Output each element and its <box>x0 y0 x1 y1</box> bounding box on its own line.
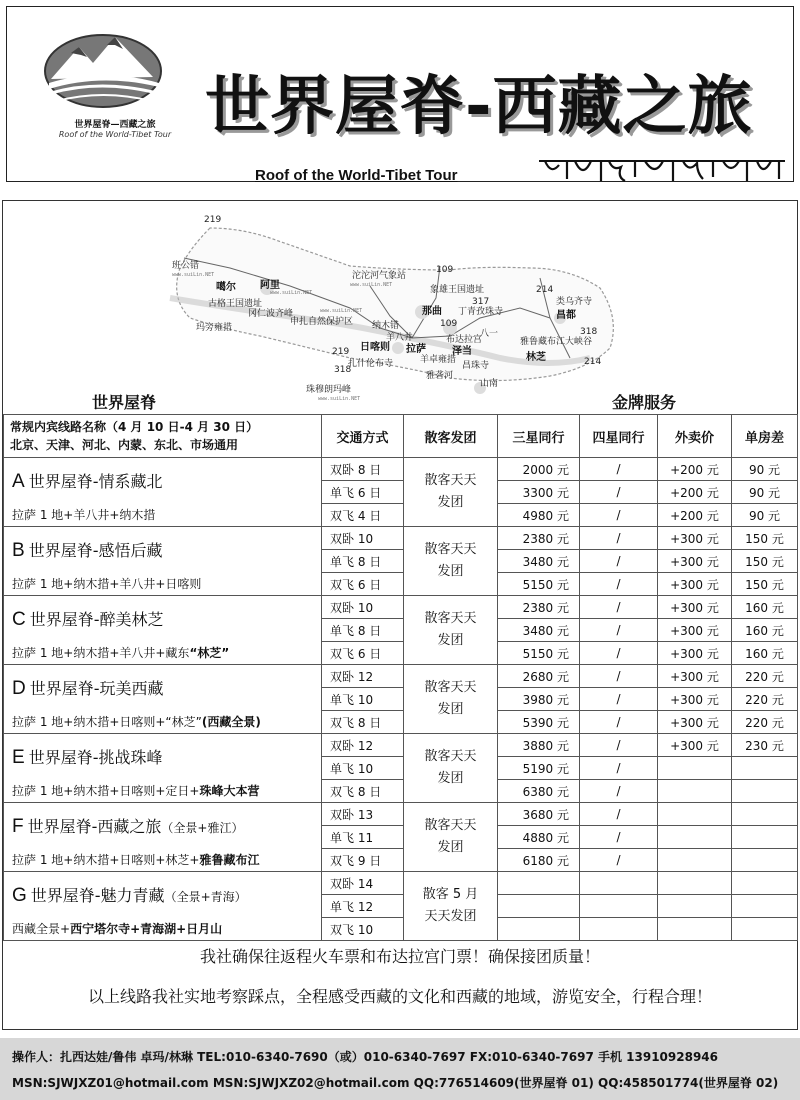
four-star-price: / <box>580 826 658 849</box>
group-depart-text: 散客天天发团 <box>424 542 477 579</box>
map-label-budala: 布达拉宫 <box>446 335 483 345</box>
four-star-price: / <box>580 550 658 573</box>
four-star-price: / <box>580 596 658 619</box>
retail-surcharge <box>658 826 732 849</box>
retail-surcharge <box>658 757 732 780</box>
map-road-109a: 109 <box>436 265 454 275</box>
route-name-cell <box>4 527 322 573</box>
retail-surcharge: +200 元 <box>658 481 732 504</box>
retail-surcharge <box>658 895 732 918</box>
table-row <box>4 527 798 550</box>
route-desc-highlight: (西藏全景) <box>201 715 261 730</box>
retail-surcharge <box>658 849 732 872</box>
single-room-surcharge <box>732 780 798 803</box>
transport-cell: 单飞 12 <box>322 895 404 918</box>
note-guarantee: 我社确保往返程火车票和布达拉宫门票！确保接团质量！ <box>199 947 600 966</box>
route-title: 世界屋脊-西藏之旅 <box>27 816 162 836</box>
retail-surcharge: +300 元 <box>658 596 732 619</box>
transport-cell: 单飞 10 <box>322 688 404 711</box>
three-star-price: 6180 元 <box>498 849 580 872</box>
group-depart-text: 散客天天发团 <box>424 680 477 717</box>
retail-surcharge: +300 元 <box>658 550 732 573</box>
map-label-yamdrok: 羊卓雍措 <box>420 355 457 365</box>
group-depart-cell <box>404 458 498 527</box>
header-three-star: 三星同行 <box>498 415 580 458</box>
transport-cell: 单飞 8 日 <box>322 550 404 573</box>
table-row <box>4 711 798 734</box>
route-desc-highlight: 珠峰大本营 <box>199 784 260 799</box>
four-star-price: / <box>580 665 658 688</box>
table-row <box>4 458 798 481</box>
map-road-109b: 109 <box>440 319 458 329</box>
map-label-dingqing: 丁青孜珠寺 <box>458 307 504 317</box>
route-desc-cell <box>4 711 322 734</box>
route-letter: E <box>12 746 25 768</box>
single-room-surcharge: 160 元 <box>732 596 798 619</box>
route-name-cell <box>4 803 322 849</box>
table-row <box>4 504 798 527</box>
map-label-changdu: 昌都 <box>556 310 576 321</box>
route-price-table <box>3 414 798 941</box>
route-name-cell <box>4 458 322 504</box>
header-single-room: 单房差 <box>732 415 798 458</box>
route-tag: （全景+雅江） <box>161 820 244 835</box>
header-route-cities: 北京、天津、河北、内蒙、东北、市场通用 <box>10 438 239 452</box>
map-label-yabu: 雅砻河 <box>426 371 454 381</box>
map-label-ali: 阿里 <box>260 280 280 291</box>
three-star-price: 2380 元 <box>498 596 580 619</box>
table-row <box>4 780 798 803</box>
single-room-surcharge: 220 元 <box>732 665 798 688</box>
note-itinerary: 以上线路我社实地考察踩点，全程感受西藏的文化和西藏的地域，游览安全，行程合理！ <box>87 987 712 1006</box>
route-desc-cell <box>4 504 322 527</box>
three-star-price: 3300 元 <box>498 481 580 504</box>
transport-cell: 双卧 14 <box>322 872 404 895</box>
transport-cell: 双卧 10 <box>322 527 404 550</box>
retail-surcharge <box>658 780 732 803</box>
route-title: 世界屋脊-魅力青藏 <box>30 885 165 905</box>
transport-cell: 双飞 4 日 <box>322 504 404 527</box>
map-left-caption: 世界屋脊 <box>92 393 157 412</box>
four-star-price: / <box>580 458 658 481</box>
four-star-price: / <box>580 573 658 596</box>
transport-cell: 双卧 12 <box>322 665 404 688</box>
single-room-surcharge <box>732 757 798 780</box>
table-header-row <box>4 415 798 458</box>
route-name-cell <box>4 872 322 918</box>
single-room-surcharge <box>732 803 798 826</box>
three-star-price <box>498 872 580 895</box>
group-depart-text: 散客 5 月天天发团 <box>422 887 479 924</box>
retail-surcharge: +300 元 <box>658 619 732 642</box>
route-desc: 拉萨 1 地+纳木措+羊八井+藏东 <box>12 646 190 661</box>
three-star-price: 4980 元 <box>498 504 580 527</box>
map-watermark: www.suiLin.NET <box>318 396 361 402</box>
transport-cell: 双飞 9 日 <box>322 849 404 872</box>
transport-cell: 双卧 8 日 <box>322 458 404 481</box>
group-depart-text: 散客天天发团 <box>424 818 477 855</box>
three-star-price: 5390 元 <box>498 711 580 734</box>
four-star-price: / <box>580 711 658 734</box>
route-letter: G <box>12 884 27 906</box>
retail-surcharge: +300 元 <box>658 711 732 734</box>
retail-surcharge: +300 元 <box>658 665 732 688</box>
map-right-caption: 金牌服务 <box>612 393 677 412</box>
table-row <box>4 872 798 895</box>
header-retail: 外卖价 <box>658 415 732 458</box>
map-road-219b: 219 <box>332 347 350 357</box>
four-star-price: / <box>580 619 658 642</box>
map-watermark: www.suiLin.NET <box>350 282 393 288</box>
retail-surcharge: +300 元 <box>658 734 732 757</box>
single-room-surcharge: 230 元 <box>732 734 798 757</box>
tibetan-script-icon <box>535 155 795 185</box>
map-watermark: www.suiLin.NET <box>270 290 313 296</box>
single-room-surcharge: 90 元 <box>732 481 798 504</box>
route-desc-cell <box>4 780 322 803</box>
transport-cell: 双飞 6 日 <box>322 642 404 665</box>
route-desc-highlight: “林芝” <box>189 646 230 661</box>
route-desc: 西藏全景+ <box>12 922 71 937</box>
retail-surcharge <box>658 872 732 895</box>
four-star-price: / <box>580 642 658 665</box>
single-room-surcharge: 220 元 <box>732 688 798 711</box>
transport-cell: 单飞 10 <box>322 757 404 780</box>
map-label-mapang: 玛旁雍措 <box>196 323 233 333</box>
route-title: 世界屋脊-感悟后藏 <box>28 540 163 560</box>
group-depart-cell <box>404 527 498 596</box>
three-star-price <box>498 895 580 918</box>
map-label-linzhi: 林芝 <box>526 352 546 363</box>
retail-surcharge: +300 元 <box>658 642 732 665</box>
map-label-changzhu: 昌珠寺 <box>462 361 490 371</box>
three-star-price: 5150 元 <box>498 573 580 596</box>
page-title: 世界屋脊-西藏之旅 <box>205 70 753 144</box>
single-room-surcharge: 150 元 <box>732 527 798 550</box>
route-tag: （全景+青海） <box>164 889 247 904</box>
group-depart-text: 散客天天发团 <box>424 473 477 510</box>
route-letter: F <box>12 815 24 837</box>
logo-caption-cn: 世界屋脊—西藏之旅 <box>74 120 156 130</box>
route-desc: 拉萨 1 地+纳木措+羊八井+日喀则 <box>12 577 202 592</box>
map-label-shannan: 山南 <box>480 379 499 389</box>
route-desc-cell <box>4 849 322 872</box>
route-desc-highlight: 西宁塔尔寺+青海湖+日月山 <box>70 922 223 937</box>
map-label-guge: 古格王国遗址 <box>208 299 263 309</box>
four-star-price: / <box>580 757 658 780</box>
map-label-zedang: 泽当 <box>452 346 472 357</box>
map-label-leiwuqi: 类乌齐寺 <box>556 297 593 307</box>
single-room-surcharge: 160 元 <box>732 619 798 642</box>
route-letter: A <box>12 470 25 492</box>
single-room-surcharge <box>732 849 798 872</box>
map-label-qomolangma: 珠穆朗玛峰 <box>306 385 352 395</box>
group-depart-text: 散客天天发团 <box>424 749 477 786</box>
map-label-gangren: 冈仁波齐峰 <box>248 309 294 319</box>
transport-cell: 单飞 8 日 <box>322 619 404 642</box>
table-row <box>4 849 798 872</box>
map-label-namucuo: 纳木错 <box>372 321 400 331</box>
three-star-price: 2000 元 <box>498 458 580 481</box>
four-star-price: / <box>580 849 658 872</box>
header-banner <box>6 6 794 182</box>
group-depart-cell <box>404 734 498 803</box>
three-star-price: 3680 元 <box>498 803 580 826</box>
map-watermark: www.suiLin.NET <box>172 272 215 278</box>
header-route-name <box>4 415 322 458</box>
header-group: 散客发团 <box>404 415 498 458</box>
header-route-title: 常规内宾线路名称（4 月 10 日-4 月 30 日） <box>10 420 259 434</box>
map-road-318b: 318 <box>334 365 352 375</box>
contact-msn-line: MSN:SJWJXZ01@hotmail.com MSN:SJWJXZ02@hotmail.com QQ:776514609(世界屋脊 01) QQ:458501774(世界屋脊 02) <box>12 1076 779 1090</box>
table-row <box>4 803 798 826</box>
three-star-price: 3480 元 <box>498 550 580 573</box>
retail-surcharge: +300 元 <box>658 527 732 550</box>
contact-phone-line: 操作人：扎西达娃/鲁伟 卓玛/林琳 TEL:010-6340-7690（或）010-6340-7697 FX:010-6340-7697 手机 13910928946 <box>12 1050 718 1064</box>
map-label-banggong: 班公错 <box>172 261 200 271</box>
transport-cell: 双飞 8 日 <box>322 780 404 803</box>
header-four-star: 四星同行 <box>580 415 658 458</box>
map-road-318a: 318 <box>580 327 598 337</box>
three-star-price: 3980 元 <box>498 688 580 711</box>
route-title: 世界屋脊-醉美林芝 <box>29 609 164 629</box>
map-label-yangbajing: 羊八井 <box>386 333 414 343</box>
route-desc: 拉萨 1 地+纳木措+日喀则+“林芝” <box>12 715 202 730</box>
four-star-price <box>580 872 658 895</box>
three-star-price: 2680 元 <box>498 665 580 688</box>
map-road-214b: 214 <box>584 357 602 367</box>
single-room-surcharge: 160 元 <box>732 642 798 665</box>
four-star-price: / <box>580 527 658 550</box>
map-label-zashi: 扎什伦布寺 <box>348 359 394 369</box>
route-name-cell <box>4 665 322 711</box>
route-letter: D <box>12 677 26 699</box>
three-star-price: 2380 元 <box>498 527 580 550</box>
table-row <box>4 734 798 757</box>
three-star-price: 3480 元 <box>498 619 580 642</box>
route-desc: 拉萨 1 地+纳木措+日喀则+林芝+ <box>12 853 200 868</box>
four-star-price: / <box>580 803 658 826</box>
route-title: 世界屋脊-挑战珠峰 <box>28 747 163 767</box>
map-label-bayi: 八一 <box>480 329 499 339</box>
three-star-price: 3880 元 <box>498 734 580 757</box>
map-label-gaer: 噶尔 <box>216 282 236 293</box>
map-road-317: 317 <box>472 297 490 307</box>
map-label-lasa: 拉萨 <box>406 344 426 355</box>
four-star-price: / <box>580 780 658 803</box>
transport-cell: 双飞 6 日 <box>322 573 404 596</box>
single-room-surcharge: 150 元 <box>732 573 798 596</box>
transport-cell: 单飞 11 <box>322 826 404 849</box>
three-star-price: 5150 元 <box>498 642 580 665</box>
route-desc: 拉萨 1 地+羊八井+纳木措 <box>12 508 156 523</box>
route-name-cell <box>4 734 322 780</box>
map-label-shigatse: 日喀则 <box>360 342 390 353</box>
three-star-price: 6380 元 <box>498 780 580 803</box>
map-road-219a: 219 <box>204 215 222 225</box>
route-letter: B <box>12 539 25 561</box>
retail-surcharge: +300 元 <box>658 688 732 711</box>
single-room-surcharge: 90 元 <box>732 458 798 481</box>
single-room-surcharge: 150 元 <box>732 550 798 573</box>
header-transport: 交通方式 <box>322 415 404 458</box>
page-subtitle: Roof of the World-Tibet Tour <box>255 167 458 184</box>
table-row <box>4 642 798 665</box>
footer-contact-bar <box>0 1038 800 1100</box>
map-road-214a: 214 <box>536 285 554 295</box>
map-label-naqu: 那曲 <box>422 306 442 317</box>
transport-cell: 双飞 8 日 <box>322 711 404 734</box>
four-star-price: / <box>580 734 658 757</box>
single-room-surcharge: 90 元 <box>732 504 798 527</box>
table-row <box>4 596 798 619</box>
notes-section <box>3 930 797 1028</box>
route-desc: 拉萨 1 地+纳木措+日喀则+定日+ <box>12 784 200 799</box>
tibet-map <box>150 208 630 404</box>
single-room-surcharge: 220 元 <box>732 711 798 734</box>
map-label-yalu: 雅鲁藏布江大峡谷 <box>520 337 593 347</box>
route-letter: C <box>12 608 26 630</box>
group-depart-cell <box>404 665 498 734</box>
four-star-price: / <box>580 481 658 504</box>
group-depart-cell <box>404 596 498 665</box>
transport-cell: 双卧 13 <box>322 803 404 826</box>
map-label-xiangxiong: 象雄王国遗址 <box>430 285 485 295</box>
group-depart-text: 散客天天发团 <box>424 611 477 648</box>
transport-cell: 双卧 10 <box>322 596 404 619</box>
route-desc-cell <box>4 642 322 665</box>
retail-surcharge: +300 元 <box>658 573 732 596</box>
single-room-surcharge <box>732 872 798 895</box>
four-star-price: / <box>580 688 658 711</box>
four-star-price: / <box>580 504 658 527</box>
transport-cell: 双卧 12 <box>322 734 404 757</box>
four-star-price <box>580 895 658 918</box>
route-name-cell <box>4 596 322 642</box>
retail-surcharge: +200 元 <box>658 504 732 527</box>
transport-cell: 单飞 6 日 <box>322 481 404 504</box>
transport-cell: 双飞 10 <box>322 918 404 941</box>
logo-caption-en: Roof of the World-Tibet Tour <box>58 130 172 139</box>
retail-surcharge <box>658 803 732 826</box>
route-desc-cell <box>4 573 322 596</box>
group-depart-cell <box>404 803 498 872</box>
map-label-tuotuo: 沱沱河气象站 <box>352 271 407 281</box>
single-room-surcharge <box>732 895 798 918</box>
single-room-surcharge <box>732 826 798 849</box>
three-star-price: 5190 元 <box>498 757 580 780</box>
map-label-shenzha: 申扎自然保护区 <box>290 317 354 327</box>
map-watermark: www.suiLin.NET <box>320 308 363 314</box>
table-row <box>4 665 798 688</box>
route-desc-highlight: 雅鲁藏布江 <box>199 853 260 868</box>
route-title: 世界屋脊-情系藏北 <box>28 471 163 491</box>
three-star-price: 4880 元 <box>498 826 580 849</box>
retail-surcharge: +200 元 <box>658 458 732 481</box>
route-title: 世界屋脊-玩美西藏 <box>29 678 164 698</box>
table-row <box>4 573 798 596</box>
